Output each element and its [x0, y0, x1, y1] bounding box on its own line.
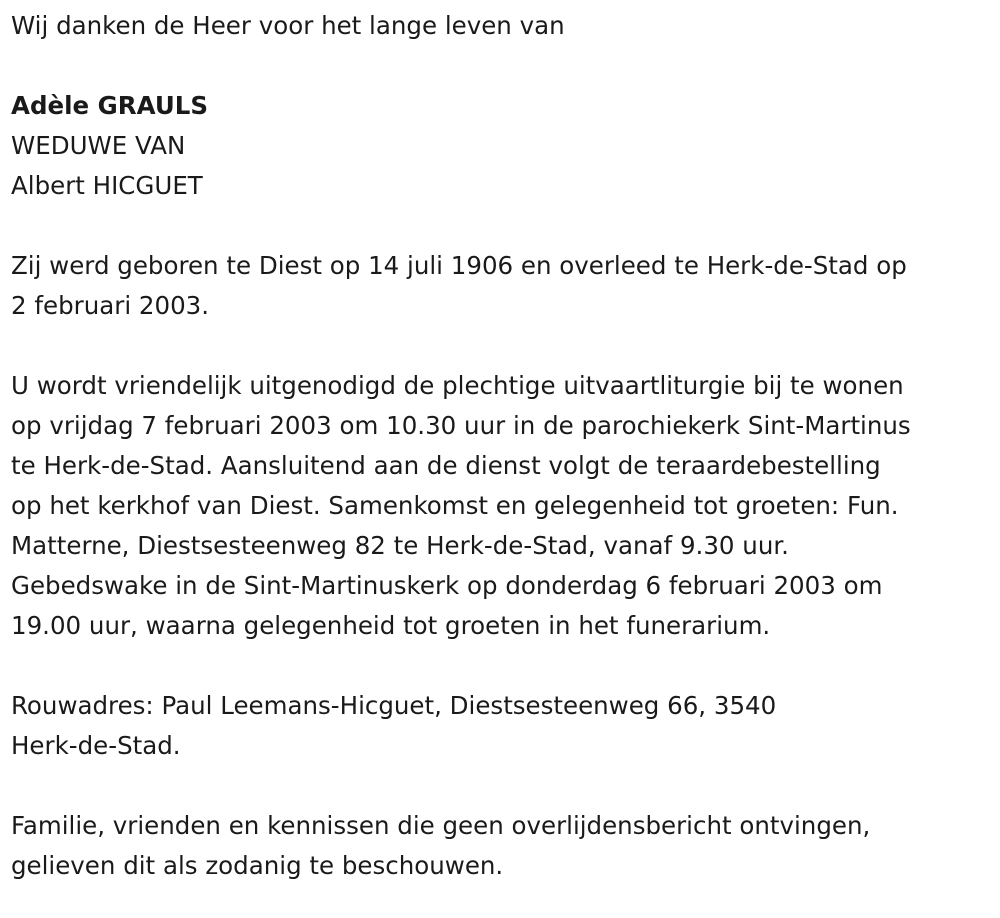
paragraph-line: 19.00 uur, waarna gelegenheid tot groeten in het funerarium.: [11, 611, 771, 640]
paragraph-line: gelieven dit als zodanig te beschouwen.: [11, 851, 504, 880]
deceased-block: [11, 86, 996, 206]
paragraph-line: op het kerkhof van Diest. Samenkomst en gelegenheid tot groeten: Fun.: [11, 491, 899, 520]
intro-text: Wij danken de Heer voor het lange leven van: [11, 11, 565, 40]
closing-paragraph: [11, 806, 996, 886]
paragraph-line: Familie, vrienden en kennissen die geen overlijdensbericht ontvingen,: [11, 811, 871, 840]
paragraph-line: Gebedswake in de Sint-Martinuskerk op donderdag 6 februari 2003 om: [11, 571, 883, 600]
paragraph-line: Rouwadres: Paul Leemans-Hicguet, Diestsesteenweg 66, 3540: [11, 691, 777, 720]
obituary-notice: [11, 6, 996, 886]
deceased-name: Adèle GRAULS: [11, 91, 208, 120]
paragraph-line: U wordt vriendelijk uitgenodigd de plechtige uitvaartliturgie bij te wonen: [11, 371, 904, 400]
funeral-paragraph: [11, 366, 996, 646]
relation-label: WEDUWE VAN: [11, 131, 186, 160]
paragraph-line: op vrijdag 7 februari 2003 om 10.30 uur in de parochiekerk Sint-Martinus: [11, 411, 911, 440]
spouse-name: Albert HICGUET: [11, 171, 203, 200]
paragraph-line: Zij werd geboren te Diest op 14 juli 1906 en overleed te Herk-de-Stad op: [11, 251, 907, 280]
paragraph-line: Matterne, Diestsesteenweg 82 te Herk-de-Stad, vanaf 9.30 uur.: [11, 531, 789, 560]
paragraph-line: 2 februari 2003.: [11, 291, 210, 320]
birth-death-paragraph: [11, 246, 996, 326]
mourning-address-paragraph: [11, 686, 996, 766]
spacer: [11, 206, 996, 246]
spacer: [11, 766, 996, 806]
spacer: [11, 326, 996, 366]
paragraph-line: te Herk-de-Stad. Aansluitend aan de dienst volgt de teraardebestelling: [11, 451, 881, 480]
spacer: [11, 646, 996, 686]
spacer: [11, 46, 996, 86]
paragraph-line: Herk-de-Stad.: [11, 731, 181, 760]
